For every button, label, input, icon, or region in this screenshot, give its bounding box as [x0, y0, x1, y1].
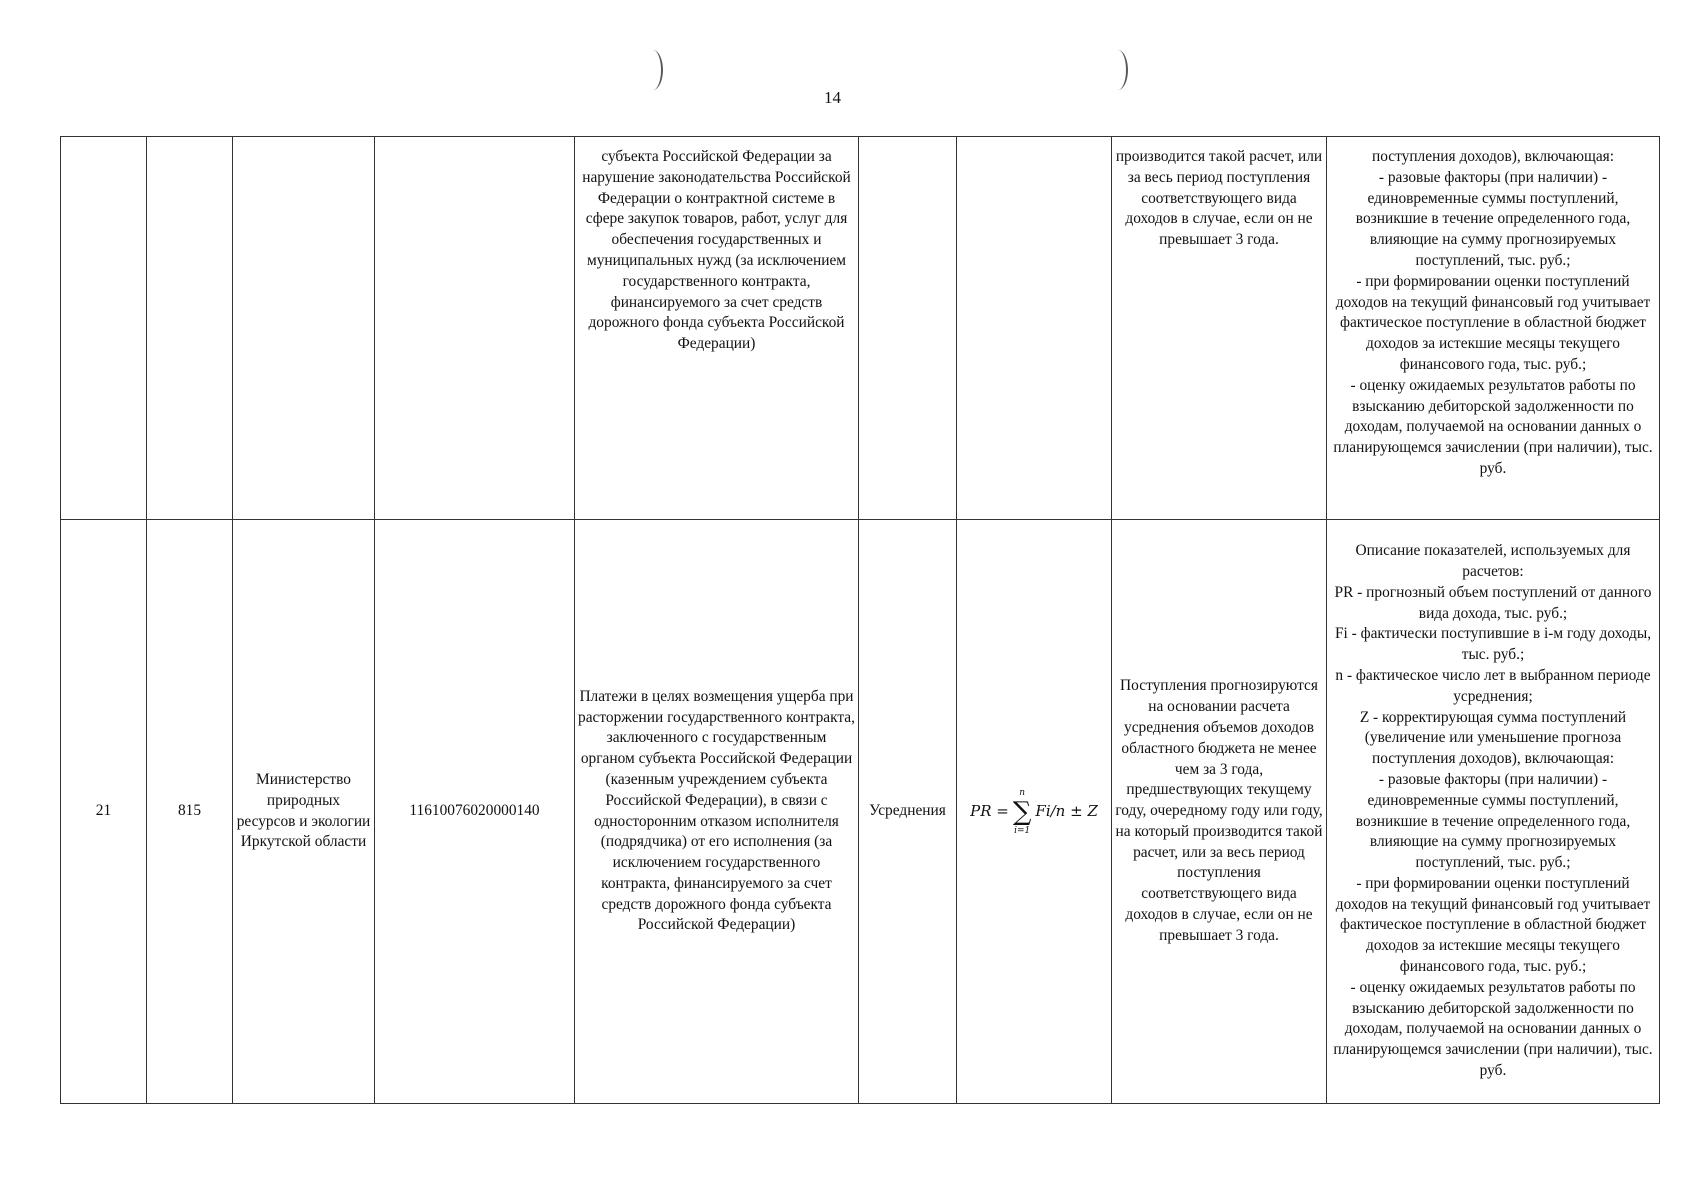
cell-formula: [957, 520, 1112, 1104]
cell-number: [61, 137, 147, 520]
cell-method: [859, 137, 957, 520]
scan-bracket-mark: [643, 50, 663, 90]
revenue-forecast-table: [60, 136, 1660, 1104]
cell-kbk: 11610076020000140: [375, 520, 575, 1104]
cell-administrator: [233, 137, 375, 520]
page-number: 14: [824, 88, 841, 107]
cell-indicators: Описание показателей, используемых для расчетов: PR - прогнозный объем поступлений от данного вида дохода, тыс. руб.; Fi - фактически поступившие в i-м году доходы, тыс. руб.; n - фактическое число лет в выбранном периоде усреднения; Z - корректирующая сумма поступлений (увеличение или уменьшение прогноза поступления доходов), включающая: - разовые факторы (при наличии) - единовременные суммы поступлений, возникшие в течение определенного года, влияющие на сумму прогнозируемых поступлений, тыс. руб.; - при формировании оценки поступлений доходов на текущий финансовый год учитывает фактическое поступление в областной бюджет доходов за истекшие месяцы текущего финансового года, тыс. руб.; - оценку ожидаемых результатов работы по взысканию дебиторской задолженности по доходам, получаемой на основании данных о планирующемся зачислении (при наличии), тыс. руб.: [1327, 520, 1660, 1104]
table-row-continued: [61, 137, 1660, 520]
sum-upper-limit: n: [1019, 787, 1026, 798]
cell-period: Поступления прогнозируются на основании расчета усреднения объемов доходов областного бюджета не менее чем за 3 года, предшествующих текущему году, очередному году или году, на который производится такой расчет, или за весь период поступления соответствующего вида доходов в случае, если он не превышает 3 года.: [1112, 520, 1327, 1104]
formula-rhs: Fi/n ± Z: [1035, 802, 1098, 821]
cell-code: [147, 137, 233, 520]
cell-period: производится такой расчет, или за весь период поступления соответствующего вида доходов в случае, если он не превышает 3 года.: [1112, 137, 1327, 520]
cell-formula: [957, 137, 1112, 520]
sum-symbol: [1013, 788, 1032, 836]
table-row-21: [61, 520, 1660, 1104]
cell-description: субъекта Российской Федерации за нарушение законодательства Российской Федерации о контрактной системе в сфере закупок товаров, работ, услуг для обеспечения государственных и муниципальных нужд (за исключением государственного контракта, финансируемого за счет средств дорожного фонда субъекта Российской Федерации): [575, 137, 859, 520]
cell-code: 815: [147, 520, 233, 1104]
cell-indicators: поступления доходов), включающая: - разовые факторы (при наличии) - единовременные суммы поступлений, возникшие в течение определенного года, влияющие на сумму прогнозируемых поступлений, тыс. руб.; - при формировании оценки поступлений доходов на текущий финансовый год учитывает фактическое поступление в областной бюджет доходов за истекшие месяцы текущего финансового года, тыс. руб.; - оценку ожидаемых результатов работы по взысканию дебиторской задолженности по доходам, получаемой на основании данных о планирующемся зачислении (при наличии), тыс. руб.: [1327, 137, 1660, 520]
formula-lhs: PR =: [970, 802, 1009, 821]
cell-number: 21: [61, 520, 147, 1104]
scan-bracket-mark: [1108, 50, 1128, 90]
sigma-icon: ∑: [1012, 796, 1032, 827]
cell-description: Платежи в целях возмещения ущерба при расторжении государственного контракта, заключенного с государственным органом субъекта Российской Федерации (казенным учреждением субъекта Российской Федерации), в связи с односторонним отказом исполнителя (подрядчика) от его исполнения (за исключением государственного контракта, финансируемого за счет средств дорожного фонда субъекта Российской Федерации): [575, 520, 859, 1104]
averaging-formula: [970, 788, 1098, 836]
cell-administrator: Министерство природных ресурсов и экологии Иркутской области: [233, 520, 375, 1104]
cell-kbk: [375, 137, 575, 520]
sum-lower-limit: i=1: [1014, 825, 1031, 836]
cell-method: Усреднения: [859, 520, 957, 1104]
